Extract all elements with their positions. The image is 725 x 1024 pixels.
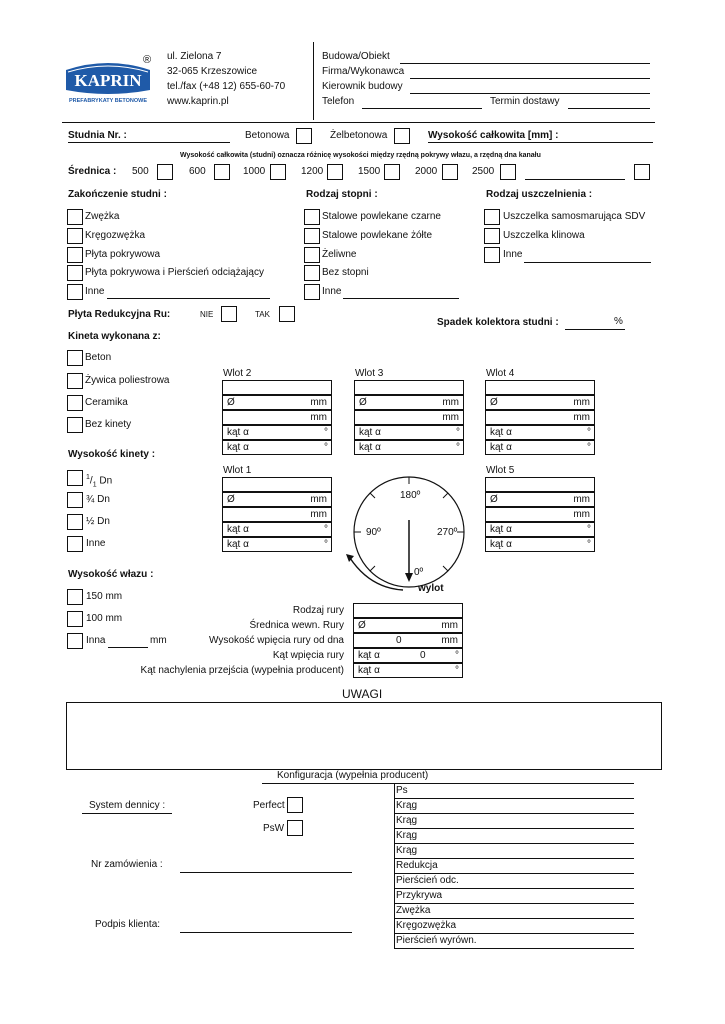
config-item: Ps [396,785,408,796]
inlet-diameter-field[interactable] [354,395,464,410]
inlet-diameter-field[interactable] [222,395,332,410]
uwagi-title: UWAGI [342,687,383,701]
logo-name: KAPRIN [74,71,142,90]
wlaz-item: 100 mm [86,613,123,624]
config-item: Przykrywa [396,890,443,901]
stopnie-item: Bez stopni [322,267,369,278]
kineta-checkbox-0[interactable] [67,350,83,366]
zakonczenie-other-field[interactable] [107,298,270,299]
firma-label: Firma/Wykonawca [322,66,405,77]
order-nr-field[interactable] [180,872,352,873]
zakonczenie-item: Inne [85,286,105,297]
diameter-2500-checkbox[interactable] [500,164,516,180]
kineta-height-checkbox-0[interactable] [67,470,83,486]
deg-unit: ° [324,427,328,438]
dial-90: 90º [366,527,381,538]
plyta-nie: NIE [200,310,214,319]
config-item: Kręgozwężka [396,920,457,931]
diameter-1000: 1000 [243,166,266,177]
pipe-label-2: Wysokość wpięcia rury od dna [209,635,344,646]
wlaz-item: Inna [86,635,106,646]
kat-label: kąt α [359,427,381,438]
company-address2: 32-065 Krzeszowice [167,66,258,77]
config-field[interactable] [394,948,634,949]
kat-label: kąt α [358,665,380,676]
inlet-angle-field[interactable] [485,522,595,537]
kineta-height-checkbox-2[interactable] [67,514,83,530]
frac-denominator: 1 [92,481,97,489]
wlaz-checkbox-0[interactable] [67,589,83,605]
phi-symbol: Ø [490,397,498,408]
logo-tagline: PREFABRYKATY BETONOWE [68,98,148,104]
telefon-field[interactable] [362,108,482,109]
company-website[interactable]: www.kaprin.pl [167,96,229,107]
uszczelnienie-item: Uszczelka samosmarująca SDV [503,211,646,222]
dial-180: 180º [400,490,421,501]
inlet-diameter-field[interactable] [485,395,595,410]
mm-unit: mm [310,509,327,520]
psw-checkbox[interactable] [287,820,303,836]
config-field[interactable] [394,843,634,844]
psw-label: PsW [263,823,285,834]
diameter-other-field[interactable] [525,179,625,180]
kaprin-logo [62,56,154,106]
mm-unit: mm [310,494,327,505]
plyta-nie-checkbox[interactable] [221,306,237,322]
plyta-tak-checkbox[interactable] [279,306,295,322]
mm-unit: mm [310,397,327,408]
zelbetonowa-label: Żelbetonowa [330,130,388,141]
studnia-label: Studnia Nr. : [68,130,127,141]
kineta-height-item: ½ Dn [86,516,110,527]
uszczelnienie-other-field[interactable] [524,262,651,263]
mm-unit: mm [442,397,459,408]
config-title: Konfiguracja (wypełnia producent) [277,770,429,781]
inlet-height-field[interactable] [485,507,595,522]
dial-270: 270º [437,527,458,538]
spadek-label: Spadek kolektora studni : [437,317,559,328]
company-phone: tel./fax (+48 12) 655-60-70 [167,81,286,92]
pipe-angle-value: 0 [420,650,426,661]
config-divider [394,783,395,948]
dial-0: 0º [414,567,424,578]
kat-label: kąt α [490,442,512,453]
inlet-slope-field[interactable] [485,440,595,455]
inlet-diameter-field[interactable] [485,492,595,507]
zakonczenie-checkbox-1[interactable] [67,228,83,244]
frac-numerator: 1 [86,474,90,481]
kat-label: kąt α [490,539,512,550]
diameter-1000-checkbox[interactable] [270,164,286,180]
kineta-checkbox-1[interactable] [67,373,83,389]
kineta-height-item: Inne [86,538,106,549]
zakonczenie-item: Zwężka [85,211,120,222]
budowa-label: Budowa/Obiekt [322,51,390,62]
deg-unit: ° [587,427,591,438]
kineta-checkbox-3[interactable] [67,417,83,433]
betonowa-label: Betonowa [245,130,290,141]
firma-field[interactable] [410,78,650,79]
wlaz-checkbox-2[interactable] [67,633,83,649]
kineta-height-checkbox-3[interactable] [67,536,83,552]
inlet-3-title: Wlot 3 [355,368,384,379]
perfect-label: Perfect [253,800,285,811]
kineta-item: Bez kinety [85,419,132,430]
termin-label: Termin dostawy [490,96,560,107]
kineta-height-item: ¾ Dn [86,494,110,505]
inlet-5-title: Wlot 5 [486,465,515,476]
kat-label: kąt α [490,427,512,438]
studnia-field[interactable] [68,142,230,143]
height-note: Wysokość całkowita (studni) oznacza różnicę wysokości między rzędną pokrywy włazu, a rzędną dna kanału [180,152,541,159]
deg-unit: ° [324,524,328,535]
config-item: Redukcja [396,860,438,871]
uwagi-box[interactable] [66,702,662,770]
inlet-type-field[interactable] [485,380,595,395]
header-divider [313,42,314,120]
telefon-label: Telefon [322,96,355,107]
pipe-angle-field[interactable] [353,648,463,663]
config-field[interactable] [394,858,634,859]
stopnie-checkbox-0[interactable] [304,209,320,225]
mm-unit: mm [310,412,327,423]
kineta-height-item: $^1/_1$ Dn [86,474,113,489]
uszczelnienie-item: Uszczelka klinowa [503,230,585,241]
pipe-type-field[interactable] [353,603,463,618]
inlet-type-field[interactable] [354,380,464,395]
stopnie-checkbox-3[interactable] [304,265,320,281]
deg-unit: ° [324,539,328,550]
inlet-height-field[interactable] [354,410,464,425]
zakonczenie-checkbox-4[interactable] [67,284,83,300]
stopnie-item: Stalowe powlekane żółte [322,230,433,241]
phi-symbol: Ø [227,494,235,505]
inlet-slope-field[interactable] [354,440,464,455]
phi-symbol: Ø [490,494,498,505]
kineta-item: Ceramika [85,397,128,408]
deg-unit: ° [587,442,591,453]
diameter-1500: 1500 [358,166,381,177]
inlet-type-field[interactable] [222,477,332,492]
order-nr-label: Nr zamówienia : [91,859,163,870]
kineta-item: Żywica poliestrowa [85,375,170,386]
pipe-height-field[interactable] [353,633,463,648]
config-item: Zwężka [396,905,431,916]
diameter-other-checkbox[interactable] [634,164,650,180]
kat-label: kąt α [358,650,380,661]
config-field[interactable] [394,873,634,874]
inlet-angle-field[interactable] [485,425,595,440]
zakonczenie-item: Płyta pokrywowa i Pierścień odciążający [85,267,264,278]
kierownik-label: Kierownik budowy [322,81,403,92]
mm-unit: mm [573,494,590,505]
diameter-1500-checkbox[interactable] [384,164,400,180]
kat-label: kąt α [490,524,512,535]
system-label: System dennicy : [89,800,166,811]
stopnie-checkbox-2[interactable] [304,247,320,263]
pipe-height-value: 0 [396,635,402,646]
mm-unit: mm [441,635,458,646]
pipe-diameter-field[interactable] [353,618,463,633]
kat-label: kąt α [359,442,381,453]
spadek-unit: % [614,316,623,327]
zakonczenie-checkbox-2[interactable] [67,247,83,263]
config-field[interactable] [394,813,634,814]
dn-label: Dn [99,475,113,487]
stopnie-item: Inne [322,286,342,297]
kineta-title: Kineta wykonana z: [68,331,161,342]
phi-symbol: Ø [227,397,235,408]
signature-label: Podpis klienta: [95,919,161,930]
registered-mark: ® [143,54,152,66]
kat-label: kąt α [227,442,249,453]
config-field[interactable] [394,918,634,919]
zakonczenie-title: Zakończenie studni : [68,189,167,200]
perfect-checkbox[interactable] [287,797,303,813]
kat-label: kąt α [227,427,249,438]
wysokosc-label: Wysokość całkowita [mm] : [428,130,559,141]
zelbetonowa-checkbox[interactable] [394,128,410,144]
mm-unit: mm [573,509,590,520]
config-item: Pierścień odc. [396,875,459,886]
uszczelnienie-checkbox-2[interactable] [484,247,500,263]
srednica-label: Średnica : [68,166,117,177]
pipe-label-3: Kąt wpięcia rury [272,650,344,661]
pipe-label-0: Rodzaj rury [292,605,344,616]
inlet-slope-field[interactable] [222,537,332,552]
diameter-2000: 2000 [415,166,438,177]
config-item: Pierścień wyrówn. [396,935,477,946]
config-field[interactable] [394,888,634,889]
kat-label: kąt α [227,539,249,550]
phi-symbol: Ø [359,397,367,408]
pipe-label-4: Kąt nachylenia przejścia (wypełnia producent) [140,665,344,676]
uszczelnienie-checkbox-1[interactable] [484,228,500,244]
inlet-1-title: Wlot 1 [223,465,252,476]
uszczelnienie-checkbox-0[interactable] [484,209,500,225]
config-rule [262,783,634,784]
inlet-2-title: Wlot 2 [223,368,252,379]
deg-unit: ° [455,665,459,676]
wlaz-unit: mm [150,635,167,646]
inlet-diameter-field[interactable] [222,492,332,507]
uszczelnienie-item: Inne [503,249,523,260]
diameter-1200: 1200 [301,166,324,177]
budowa-field[interactable] [400,63,650,64]
kat-label: kąt α [227,524,249,535]
kineta-item: Beton [85,352,112,363]
stopnie-checkbox-1[interactable] [304,228,320,244]
deg-unit: ° [456,427,460,438]
diameter-500: 500 [132,166,149,177]
company-address1: ul. Zielona 7 [167,51,222,62]
phi-symbol: Ø [358,620,366,631]
config-field[interactable] [394,828,634,829]
zakonczenie-checkbox-3[interactable] [67,265,83,281]
inlet-type-field[interactable] [485,477,595,492]
header-rule [62,122,655,123]
diameter-1200-checkbox[interactable] [327,164,343,180]
deg-unit: ° [587,539,591,550]
zakonczenie-item: Kręgozwężka [85,230,146,241]
inlet-slope-field[interactable] [222,440,332,455]
kierownik-field[interactable] [410,93,650,94]
wysokosc-field[interactable] [428,142,653,143]
config-field[interactable] [394,798,634,799]
kineta-height-title: Wysokość kinety : [68,449,156,460]
zakonczenie-checkbox-0[interactable] [67,209,83,225]
inlet-height-field[interactable] [222,507,332,522]
uszczelnienie-title: Rodzaj uszczelnienia : [486,189,593,200]
inlet-angle-field[interactable] [354,425,464,440]
mm-unit: mm [573,397,590,408]
diameter-2500: 2500 [472,166,495,177]
plyta-label: Płyta Redukcyjna Ru: [68,309,171,320]
inlet-height-field[interactable] [485,410,595,425]
system-underline [82,813,172,814]
stopnie-item: Stalowe powlekane czarne [322,211,441,222]
diameter-600-checkbox[interactable] [214,164,230,180]
inlet-4-title: Wlot 4 [486,368,515,379]
signature-field[interactable] [180,932,352,933]
inlet-height-field[interactable] [222,410,332,425]
kineta-checkbox-2[interactable] [67,395,83,411]
termin-field[interactable] [568,108,650,109]
stopnie-other-field[interactable] [343,298,459,299]
pipe-slope-field[interactable] [353,663,463,678]
config-item: Krąg [396,800,418,811]
deg-unit: ° [456,442,460,453]
diameter-2000-checkbox[interactable] [442,164,458,180]
inlet-slope-field[interactable] [485,537,595,552]
mm-unit: mm [442,412,459,423]
wlaz-item: 150 mm [86,591,123,602]
pipe-label-1: Średnica wewn. Rury [249,620,344,631]
inlet-angle-field[interactable] [222,425,332,440]
config-item: Krąg [396,845,418,856]
diameter-500-checkbox[interactable] [157,164,173,180]
deg-unit: ° [324,442,328,453]
wlaz-title: Wysokość włazu : [68,569,154,580]
config-item: Krąg [396,830,418,841]
stopnie-title: Rodzaj stopni : [306,189,378,200]
deg-unit: ° [455,650,459,661]
kineta-height-checkbox-1[interactable] [67,492,83,508]
stopnie-checkbox-4[interactable] [304,284,320,300]
inlet-type-field[interactable] [222,380,332,395]
betonowa-checkbox[interactable] [296,128,312,144]
config-field[interactable] [394,933,634,934]
inlet-angle-field[interactable] [222,522,332,537]
mm-unit: mm [441,620,458,631]
mm-unit: mm [573,412,590,423]
deg-unit: ° [587,524,591,535]
stopnie-item: Żeliwne [322,249,357,260]
wlaz-other-field[interactable] [108,647,148,648]
dial-outlet: wylot [418,583,444,594]
zakonczenie-item: Płyta pokrywowa [85,249,161,260]
diameter-600: 600 [189,166,206,177]
spadek-field[interactable] [565,329,625,330]
plyta-tak: TAK [255,310,270,319]
config-field[interactable] [394,903,634,904]
wlaz-checkbox-1[interactable] [67,611,83,627]
config-item: Krąg [396,815,418,826]
